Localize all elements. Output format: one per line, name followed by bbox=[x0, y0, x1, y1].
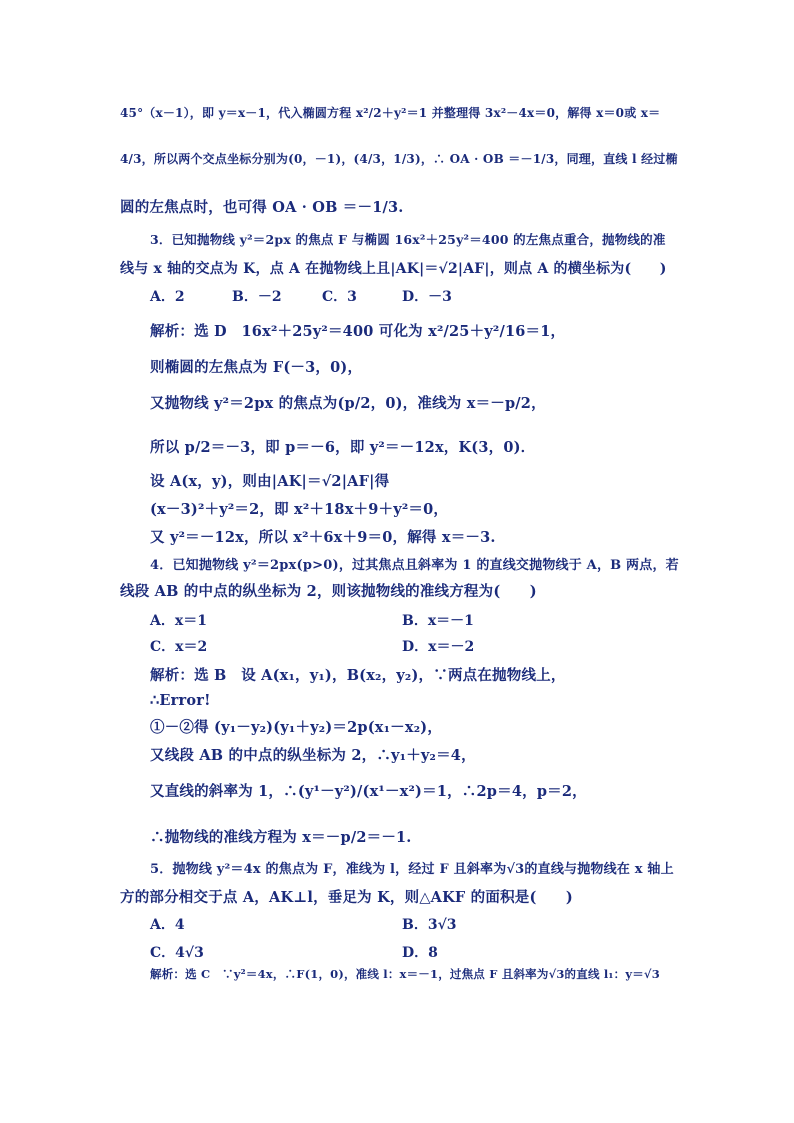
q3-solution-2: 则椭圆的左焦点为 F(－3，0)， bbox=[150, 359, 363, 376]
question-3-stem-2: 线与 x 轴的交点为 K，点 A 在抛物线上且|AK|＝√2|AF|，则点 A 的横坐标为( ) bbox=[120, 261, 667, 277]
q3-solution-7: 又 y²＝－12x，所以 x²＋6x＋9＝0，解得 x＝－3. bbox=[150, 529, 496, 546]
q4-solution-1: 解析：选 B 设 A(x₁，y₁)，B(x₂，y₂)，∵两点在抛物线上， bbox=[150, 667, 566, 684]
q3-solution-4: 所以 p/2＝－3，即 p＝－6，即 y²＝－12x，K(3，0)． bbox=[150, 439, 536, 456]
question-5-stem-1: 5．抛物线 y²＝4x 的焦点为 F，准线为 l，经过 F 且斜率为√3的直线与抛物线在 x 轴上 bbox=[150, 862, 674, 877]
q3-solution-3: 又抛物线 y²＝2px 的焦点为(p/2，0)，准线为 x＝－p/2， bbox=[150, 395, 546, 412]
q3-option-c: C．3 bbox=[322, 289, 357, 305]
q5-option-c: C．4√3 bbox=[150, 945, 204, 961]
q3-option-b: B．－2 bbox=[232, 289, 282, 305]
q3-solution-5: 设 A(x，y)，则由|AK|＝√2|AF|得 bbox=[150, 473, 390, 490]
question-3-stem-1: 3．已知抛物线 y²＝2px 的焦点 F 与椭圆 16x²＋25y²＝400 的左焦点重合，抛物线的准 bbox=[150, 232, 666, 247]
q4-option-a: A．x＝1 bbox=[150, 613, 207, 629]
q3-option-d: D．－3 bbox=[402, 289, 452, 305]
q4-solution-2: ∴Error! bbox=[150, 692, 211, 709]
question-4-stem-1: 4．已知抛物线 y²＝2px(p>0)，过其焦点且斜率为 1 的直线交抛物线于 A，B 两点，若 bbox=[150, 558, 679, 573]
q5-solution-1: 解析：选 C ∵y²＝4x，∴F(1，0)，准线 l：x＝－1，过焦点 F 且斜率为√3的直线 l₁：y＝√3 bbox=[150, 967, 660, 981]
q4-option-d: D．x＝－2 bbox=[402, 639, 475, 655]
q5-option-b: B．3√3 bbox=[402, 917, 457, 933]
question-5-stem-2: 方的部分相交于点 A，AK⊥l，垂足为 K，则△AKF 的面积是( ) bbox=[120, 889, 573, 906]
q4-option-b: B．x＝－1 bbox=[402, 613, 474, 629]
q4-option-c: C．x＝2 bbox=[150, 639, 208, 655]
text-line-1: 45°（x－1），即 y＝x－1，代入椭圆方程 x²/2＋y²＝1 并整理得 3x²－4x＝0，解得 x＝0或 x＝ bbox=[120, 106, 661, 120]
q5-option-d: D．8 bbox=[402, 945, 438, 961]
q4-solution-3: ①－②得 (y₁－y₂)(y₁＋y₂)＝2p(x₁－x₂)， bbox=[150, 719, 443, 736]
q4-solution-6: ∴抛物线的准线方程为 x＝－p/2＝－1. bbox=[150, 829, 412, 846]
q3-option-a: A．2 bbox=[150, 289, 185, 305]
q4-solution-4: 又线段 AB 的中点的纵坐标为 2，∴y₁＋y₂＝4， bbox=[150, 747, 476, 764]
q3-solution-6: (x－3)²＋y²＝2，即 x²＋18x＋9＋y²＝0， bbox=[150, 501, 449, 518]
q3-solution-1: 解析：选 D 16x²＋25y²＝400 可化为 x²/25＋y²/16＝1， bbox=[150, 323, 566, 340]
q4-solution-5: 又直线的斜率为 1，∴(y¹－y²)/(x¹－x²)＝1，∴2p＝4，p＝2， bbox=[150, 783, 587, 800]
q5-option-a: A．4 bbox=[150, 917, 185, 933]
question-4-stem-2: 线段 AB 的中点的纵坐标为 2，则该抛物线的准线方程为( ) bbox=[120, 583, 537, 600]
text-line-2: 4/3，所以两个交点坐标分别为(0，－1)，(4/3，1/3)，∴ OA · OB ＝－1/3，同理，直线 l 经过椭 bbox=[120, 152, 678, 166]
text-line-3: 圆的左焦点时，也可得 OA · OB ＝－1/3. bbox=[120, 199, 404, 216]
